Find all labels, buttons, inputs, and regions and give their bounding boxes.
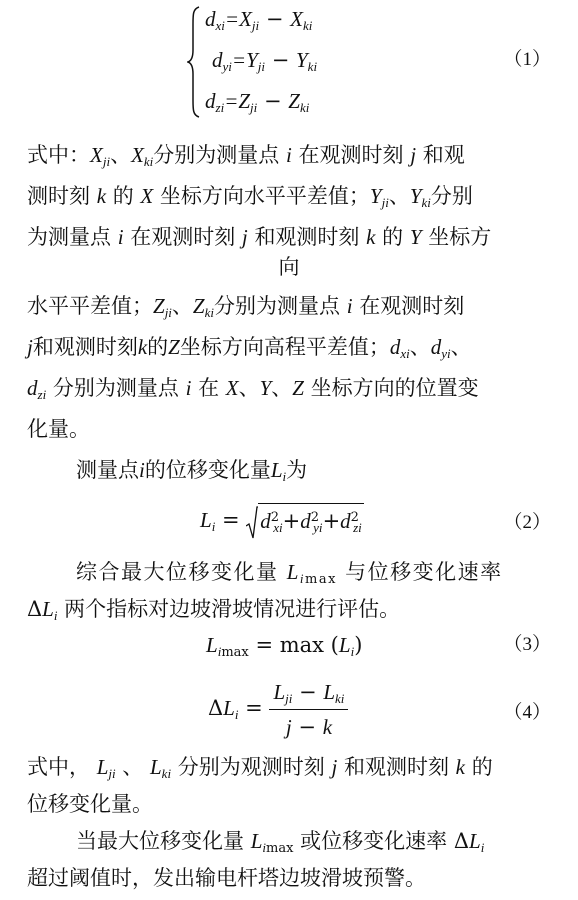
para1-line1: 式中：$X_{ji}$、$X_{ki}$分别为测量点 i 在观测时刻 j 和观 bbox=[27, 143, 465, 170]
para1-line5: 水平平差值；$Z_{ji}$、$Z_{ki}$分别为测量点 i 在观测时刻 bbox=[27, 294, 465, 321]
equation-number-1: （1） bbox=[503, 49, 551, 70]
equation-2: $L_i = d^2_{xi}+d^2_{yi}+d^2_{zi}$ bbox=[200, 503, 364, 540]
para1-line3: 为测量点 i 在观测时刻 j 和观测时刻 k 的 Y 坐标方 bbox=[27, 225, 492, 249]
equation-4: $\Delta L_i$ = $\frac{L_{ji} - L_{ki}}{j - k}$ bbox=[208, 677, 348, 742]
para1-line2: 测时刻 k 的 X 坐标方向水平平差值；$Y_{ji}$、$Y_{ki}$分别 bbox=[27, 184, 473, 211]
equation-3: $L_{imax} = \max (L_i)$ bbox=[206, 633, 363, 661]
equation-number-4: （4） bbox=[503, 702, 551, 723]
para4-line2: 位移变化量。 bbox=[27, 792, 153, 816]
left-brace bbox=[187, 6, 201, 118]
para5-line1: 当最大位移变化量 $L_{imax}$ 或位移变化速率 $\Delta L_i$ bbox=[76, 829, 485, 857]
para3-line2: $\Delta L_i$ 两个指标对边坡滑坡情况进行评估。 bbox=[27, 597, 401, 624]
equation-number-2: （2） bbox=[503, 512, 551, 533]
para5-line2: 超过阈值时，发出输电杆塔边坡滑坡预警。 bbox=[27, 866, 426, 890]
eq1-row-z: $d_{zi}=Z_{ji} - Z_{ki}$ bbox=[205, 89, 310, 116]
eq1-row-y: $d_{yi}=Y_{ji} - Y_{ki}$ bbox=[212, 48, 318, 75]
sqrt-symbol: $d^2_{xi}+d^2_{yi}+d^2_{zi}$ bbox=[246, 503, 364, 540]
para3-line1: 综合最大位移变化量 $L_{imax}$ 与位移变化速率 bbox=[76, 560, 503, 588]
para1-line8: 化量。 bbox=[27, 417, 90, 441]
para4-line1: 式中， $L_{ji}$ 、 $L_{ki}$ 分别为观测时刻 j 和观测时刻 k 的 bbox=[27, 755, 493, 782]
eq1-row-x: $d_{xi}=X_{ji} - X_{ki}$ bbox=[205, 7, 313, 34]
equation-number-3: （3） bbox=[503, 634, 551, 655]
para1-line7: $d_{zi}$ 分别为测量点 i 在 X、Y、Z 坐标方向的位置变 bbox=[27, 376, 479, 403]
para1-line6: j和观测时刻k的Z坐标方向高程平差值；$d_{xi}$、$d_{yi}$、 bbox=[27, 335, 472, 362]
para1-line4: 向 bbox=[278, 255, 300, 279]
fraction: $\frac{L_{ji} - L_{ki}}{j - k}$ bbox=[269, 677, 348, 742]
para2-line1: 测量点i的位移变化量$L_i$为 bbox=[76, 458, 308, 485]
